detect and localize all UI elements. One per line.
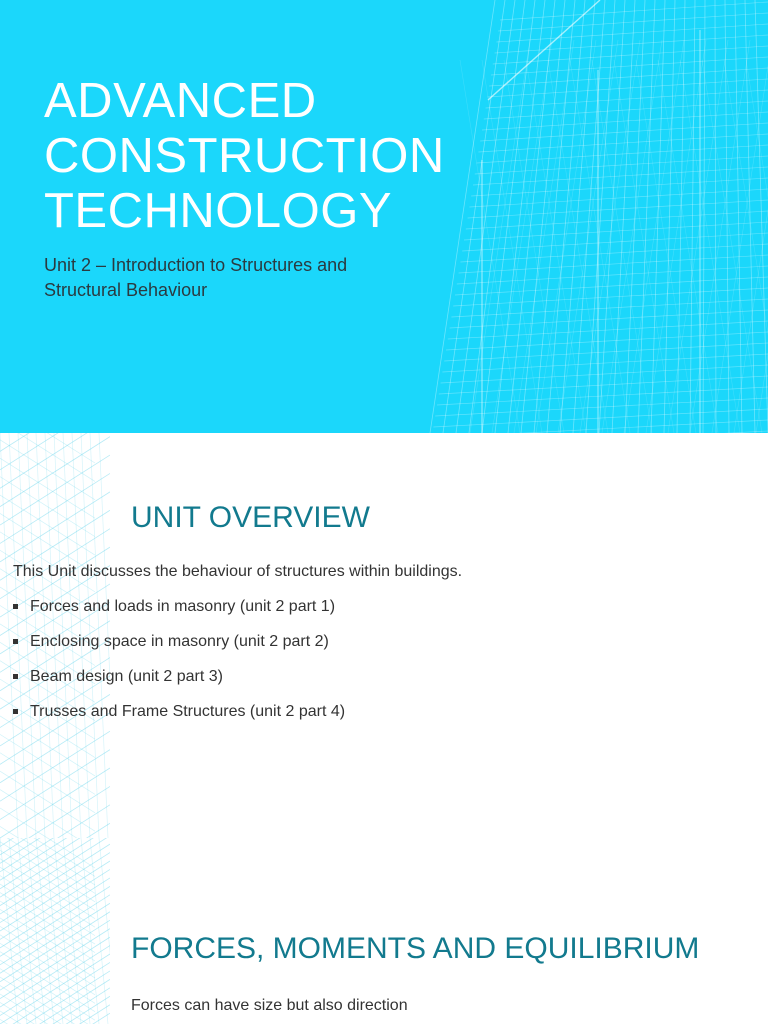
bullet-text: Forces and loads in masonry (unit 2 part 1) (30, 598, 336, 615)
subtitle-line: Unit 2 – Introduction to Structures and (44, 255, 348, 275)
bullet-list (13, 596, 345, 736)
bullet-text: Beam design (unit 2 part 3) (30, 668, 223, 685)
square-bullet-icon (13, 604, 18, 609)
subtitle-line: Structural Behaviour (44, 280, 208, 300)
forces-slide (0, 838, 768, 1024)
title-line: ADVANCED (44, 74, 317, 128)
wireframe-mesh-decoration (0, 838, 110, 1024)
body-text: Forces can have size but also direction (131, 997, 408, 1014)
slide-heading: UNIT OVERVIEW (131, 501, 370, 534)
unit-overview-slide (0, 433, 768, 838)
slide-heading: FORCES, MOMENTS AND EQUILIBRIUM (131, 932, 700, 965)
title-line: TECHNOLOGY (44, 184, 393, 238)
title-line: CONSTRUCTION (44, 129, 445, 183)
bullet-item (13, 631, 345, 666)
bullet-text: Trusses and Frame Structures (unit 2 part 4) (30, 703, 346, 720)
bullet-item (13, 666, 345, 701)
square-bullet-icon (13, 639, 18, 644)
square-bullet-icon (13, 674, 18, 679)
presentation-title (44, 74, 445, 239)
bullet-item (13, 701, 345, 736)
presentation-subtitle (44, 253, 424, 303)
title-slide (0, 0, 768, 433)
intro-text: This Unit discusses the behaviour of structures within buildings. (13, 563, 463, 580)
bullet-item (13, 596, 345, 631)
square-bullet-icon (13, 709, 18, 714)
bullet-text: Enclosing space in masonry (unit 2 part 2) (30, 633, 329, 650)
